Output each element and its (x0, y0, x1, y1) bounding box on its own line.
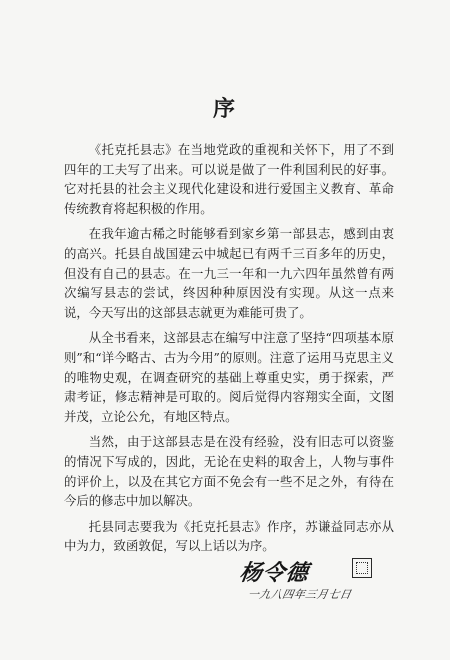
paragraph-2: 在我年逾古稀之时能够看到家乡第一部县志，感到由衷的高兴。托县自战国建云中城起已有两千三百多年的历史，但没有自己的县志。在一九三一年和一九六四年虽然曾有两次编写县志的尝试，终因种种原因没有实现。从这一点来说，今天写出的这部县志就更为难能可贵了。 (64, 226, 394, 320)
paragraph-1: 《托克托县志》在当地党政的重视和关怀下，用了不到四年的工夫写了出来。可以说是做了一件利国利民的好事。它对托县的社会主义现代化建设和进行爱国主义教育、革命传统教育将起积极的作用。 (64, 142, 394, 216)
seal-stamp-icon (352, 558, 372, 578)
preface-body (64, 140, 394, 562)
page-title: 序 (212, 96, 237, 122)
paragraph-3: 从全书看来，这部县志在编写中注意了坚持“四项基本原则”和“详今略古、古为今用”的原则。注意了运用马克思主义的唯物史观，在调查研究的基础上尊重史实，勇于探索，严肃考证，修志精神是可取的。阅后觉得内容翔实全面，文图并茂，立论公允，有地区特点。 (64, 330, 394, 424)
paragraph-5: 托县同志要我为《托克托县志》作序，苏谦益同志亦从中为力，致函敦促，写以上话以为序。 (64, 518, 394, 554)
signature-block (237, 556, 390, 606)
paragraph-4: 当然，由于这部县志是在没有经验，没有旧志可以资鉴的情况下写成的，因此，无论在史料的取舍上，人物与事件的评价上，以及在其它方面不免会有一些不足之外，有待在今后的修志中加以解决。 (64, 434, 394, 509)
signature-date: 一九八四年三月七日 (246, 588, 353, 601)
signature-name: 杨令德 (237, 560, 311, 586)
